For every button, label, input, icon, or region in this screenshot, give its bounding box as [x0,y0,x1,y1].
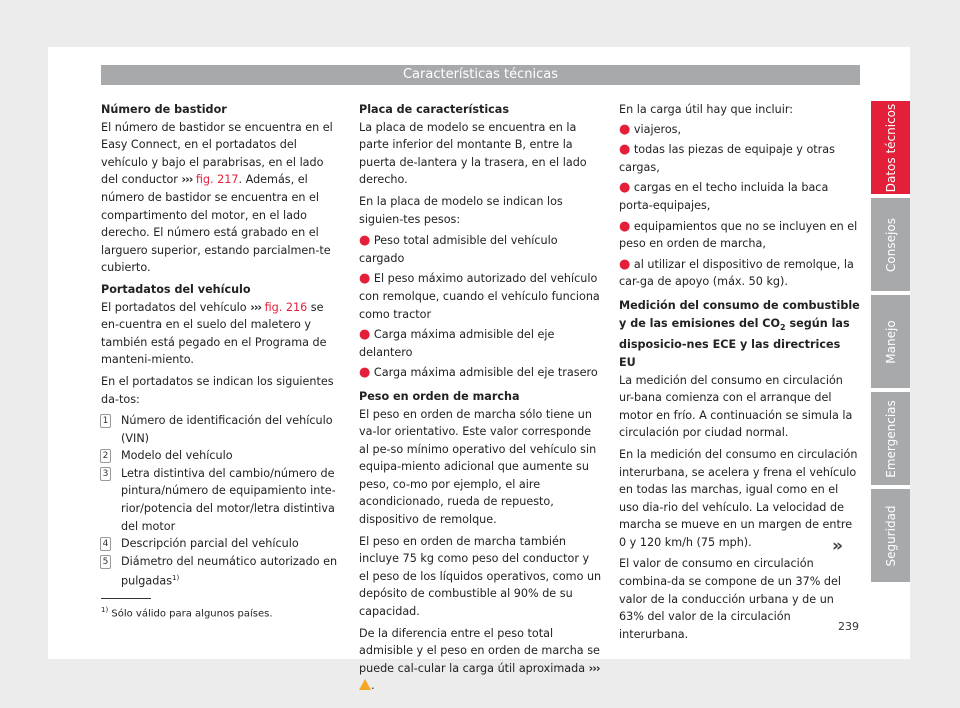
bullet-icon: ● [619,218,631,234]
paragraph-urban: La medición del consumo en circulación ur-bana comienza con el arranque del motor en frío. A continuación se simula la circulación por ciudad normal. [619,373,853,440]
paragraph-combined: El valor de consumo en circulación combina-da se compone de un 37% del valor de la conducción urbana y de un 63% del valor de la circulación interurbana. [619,557,842,641]
list-item [101,412,342,447]
text: viajeros, [633,122,682,136]
text: Carga máxima admisible del eje delantero [359,328,555,359]
text: Descripción parcial del vehículo [121,537,299,551]
text: Carga máxima admisible del eje trasero [373,366,598,380]
continue-arrow-icon: » [832,536,843,556]
text: Diámetro del neumático autorizado en pulgadas [121,554,338,589]
text: El peso máximo autorizado del vehículo con remolque, cuando el vehículo funciona como tractor [359,272,600,321]
text: se en-cuentra en el suelo del maletero y también está pegado en el Programa de manteni-miento. [101,300,327,367]
text: El número de bastidor se encuentra en el Easy Connect, en el portadatos del vehículo y bajo el parabrisas, en el lado del conductor [101,120,333,187]
paragraph-chassis-number [101,119,342,277]
tab-label: Seguridad [883,504,898,567]
footnote-text: Sólo válido para algunos países. [111,608,273,620]
numbered-list [101,412,342,591]
text: El portadatos del vehículo [101,300,251,314]
cross-ref-arrow-icon: ››› [250,300,262,314]
paragraph-extra-urban: En la medición del consumo en circulación interurbana, se acelera y frena el vehículo en todas las marchas, igual como en el uso dia-rio del vehículo. La velocidad de marcha se mueve en un margen de entre 0 y 120 km/h (75 mph). [619,447,858,549]
paragraph-payload-includes: En la carga útil hay que incluir: [619,103,793,116]
page-number: 239 [838,620,859,633]
tab-datos-tecnicos[interactable] [871,101,910,194]
list-item [359,232,602,267]
bullet-icon: ● [359,233,371,249]
list-item [359,364,602,382]
list-item [359,326,602,361]
number-badge: 2 [100,449,111,463]
paragraph-weights-intro: En la placa de modelo se indican los siguien-tes pesos: [359,194,563,226]
heading-fuel-consumption [619,297,860,372]
text: cargas en el techo incluida la baca porta-equipajes, [619,181,829,212]
heading-vehicle-data-plate: Portadatos del vehículo [101,282,251,296]
fig-217-link[interactable]: fig. 217 [195,173,239,187]
tab-consejos[interactable] [871,198,910,291]
paragraph-payload [359,625,602,695]
footnote-ref: 1) [172,574,180,583]
paragraph-type-plate: La placa de modelo se encuentra en la parte inferior del montante B, entre la puerta de-lantera y la trasera, en el lado derecho. [359,120,587,187]
text: De la diferencia entre el peso total admisible y el peso en orden de marcha se puede cal-cular la carga útil aproximada [359,626,600,675]
bullet-icon: ● [619,142,631,158]
tab-label: Emergencias [883,399,898,478]
list-item [101,447,342,465]
heading-type-plate: Placa de características [359,103,509,116]
bullet-icon: ● [619,180,631,196]
paragraph-driver-weight: El peso en orden de marcha también incluye 75 kg como peso del conductor y el peso de los líquidos operativos, como un depósito de combustible al 90% de su capacidad. [359,534,602,619]
bullet-icon: ● [619,121,631,137]
tab-emergencias[interactable] [871,392,910,485]
text: . [371,679,375,693]
column-2 [359,101,602,699]
bullet-icon: ● [359,365,371,381]
column-1 [101,101,342,591]
bullet-icon: ● [359,327,371,343]
text: Peso total admisible del vehículo cargado [359,234,558,265]
paragraph-data-list-intro: En el portadatos se indican los siguientes da-tos: [101,374,334,406]
subscript: 2 [780,322,786,332]
text: al utilizar el dispositivo de remolque, la car-ga de apoyo (máx. 50 kg). [619,257,854,289]
tab-label: Datos técnicos [883,103,898,192]
heading-chassis-number: Número de bastidor [101,103,227,116]
warning-triangle-icon[interactable] [359,679,371,690]
list-item [101,465,342,535]
number-badge: 5 [100,555,111,569]
column-3 [619,101,860,647]
text: equipamientos que no se incluyen en el peso en orden de marcha, [619,219,858,251]
heading-curb-weight: Peso en orden de marcha [359,389,520,403]
list-item [101,535,342,553]
cross-ref-arrow-icon: ››› [588,661,600,675]
text: Número de identificación del vehículo (VIN) [121,414,333,445]
list-item [619,141,860,176]
bullet-icon: ● [359,271,371,287]
text: según las disposicio-nes ECE y las directrices EU [619,316,850,369]
text: . Además, el número de bastidor se encuentra en el compartimento del motor, en el lado derecho. El número está grabado en el larguero superior, estando parcialmen-te cubierto. [101,173,331,275]
tab-label: Manejo [883,319,898,364]
paragraph-vehicle-data-plate [101,299,342,369]
list-item [619,179,860,214]
section-header: Características técnicas [101,65,860,85]
bullet-icon: ● [619,256,631,272]
list-item [101,553,342,591]
fig-216-link[interactable]: fig. 216 [264,300,308,314]
tab-seguridad[interactable] [871,489,910,582]
tab-manejo[interactable] [871,295,910,388]
text: Modelo del vehículo [121,449,233,463]
footnote-divider [101,598,151,599]
cross-ref-arrow-icon: ››› [181,173,193,187]
list-item [619,218,860,253]
text: todas las piezas de equipaje y otras cargas, [619,143,835,174]
text: Letra distintiva del cambio/número de pintura/número de equipamiento inte-rior/potencia del motor/letra distintiva del motor [121,466,336,533]
tab-label: Consejos [883,217,898,272]
footnote [101,606,273,619]
footnote-mark: 1) [101,606,109,614]
paragraph-curb-weight: El peso en orden de marcha sólo tiene un va-lor orientativo. Este valor corresponde al pe-so mínimo operativo del vehículo sin equipa-miento adicional que aumente su peso, co-mo por ejemplo, el aire acondicionado, rueda de repuesto, dispositivo de remolque. [359,407,597,527]
list-item [619,121,860,139]
list-item [619,256,860,291]
number-badge: 1 [100,414,111,428]
list-item [359,270,602,323]
text: Medición del consumo de combustible y de las emisiones del CO [619,298,860,330]
number-badge: 3 [100,467,111,481]
number-badge: 4 [100,537,111,551]
